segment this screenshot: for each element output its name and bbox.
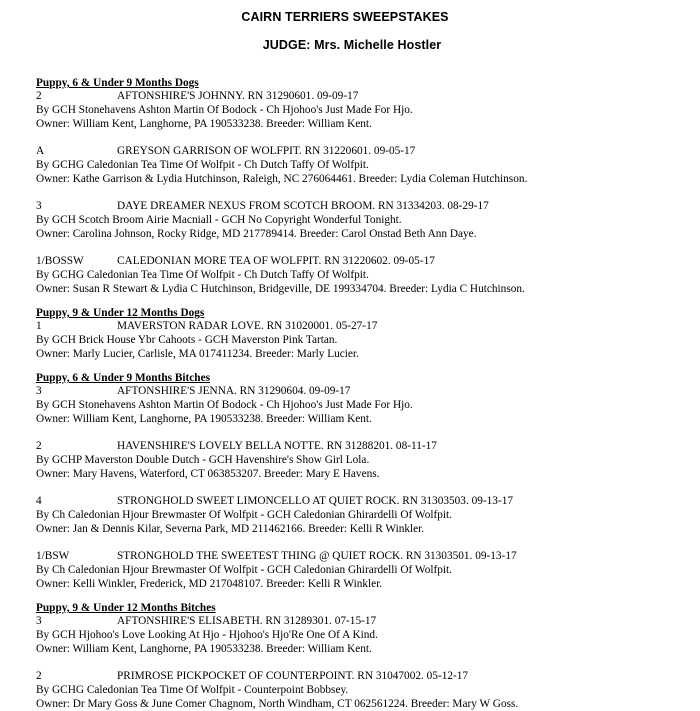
owner-line: Owner: Mary Havens, Waterford, CT 063853207. Breeder: Mary E Havens. (36, 468, 380, 480)
entry-header-line (36, 319, 686, 333)
entry-header-line (36, 614, 686, 628)
entry (36, 384, 686, 426)
class-section (36, 373, 686, 591)
entry (36, 494, 686, 536)
entry-header-line (36, 199, 686, 213)
placement: 4 (36, 495, 42, 507)
sire-dam-line: By GCHG Caledonian Tea Time Of Wolfpit - Ch Dutch Taffy Of Wolfpit. (36, 269, 369, 281)
owner-line: Owner: William Kent, Langhorne, PA 190533238. Breeder: William Kent. (36, 118, 372, 130)
entry (36, 89, 686, 131)
entry-header-line (36, 549, 686, 563)
sire-dam-line: By GCH Stonehavens Ashton Martin Of Bodock - Ch Hjohoo's Just Made For Hjo. (36, 104, 413, 116)
entry (36, 254, 686, 296)
sire-dam-line: By GCHG Caledonian Tea Time Of Wolfpit - Counterpoint Bobbsey. (36, 684, 349, 696)
dog-name: STRONGHOLD SWEET LIMONCELLO AT QUIET ROCK. RN 31303503. 09-13-17 (117, 495, 514, 507)
sire-dam-line: By GCHP Maverston Double Dutch - GCH Havenshire's Show Girl Lola. (36, 454, 370, 466)
entry-spacer (36, 241, 686, 254)
class-section (36, 78, 686, 296)
entry-header-line (36, 89, 686, 103)
class-heading: Puppy, 9 & Under 12 Months Dogs (36, 307, 205, 319)
placement: 2 (36, 440, 42, 452)
entry (36, 319, 686, 361)
dog-name: STRONGHOLD THE SWEETEST THING @ QUIET ROCK. RN 31303501. 09-13-17 (117, 550, 517, 562)
entry-spacer (36, 186, 686, 199)
owner-line: Owner: Jan & Dennis Kilar, Severna Park, MD 211462166. Breeder: Kelli R Winkler. (36, 523, 425, 535)
owner-line: Owner: Carolina Johnson, Rocky Ridge, MD 217789414. Breeder: Carol Onstad Beth Ann Daye. (36, 228, 477, 240)
placement: 2 (36, 670, 42, 682)
dog-name: HAVENSHIRE'S LOVELY BELLA NOTTE. RN 31288201. 08-11-17 (117, 440, 437, 452)
entry (36, 199, 686, 241)
dog-name: MAVERSTON RADAR LOVE. RN 31020001. 05-27-17 (117, 320, 378, 332)
sire-dam-line: By GCHG Caledonian Tea Time Of Wolfpit - Ch Dutch Taffy Of Wolfpit. (36, 159, 369, 171)
entry-header-line (36, 384, 686, 398)
entry-header-line (36, 254, 686, 268)
entry (36, 614, 686, 656)
sire-dam-line: By GCH Brick House Ybr Cahoots - GCH Maverston Pink Tartan. (36, 334, 338, 346)
placement: 1 (36, 320, 42, 332)
sire-dam-line: By Ch Caledonian Hjour Brewmaster Of Wolfpit - GCH Caledonian Ghirardelli Of Wolfpit. (36, 509, 452, 521)
entry-spacer (36, 426, 686, 439)
results-list (36, 78, 686, 711)
dog-name: PRIMROSE PICKPOCKET OF COUNTERPOINT. RN 31047002. 05-12-17 (117, 670, 469, 682)
class-heading: Puppy, 9 & Under 12 Months Bitches (36, 602, 216, 614)
dog-name: AFTONSHIRE'S JOHNNY. RN 31290601. 09-09-17 (117, 90, 359, 102)
owner-line: Owner: William Kent, Langhorne, PA 190533238. Breeder: William Kent. (36, 413, 372, 425)
placement: A (36, 145, 45, 157)
entry-spacer (36, 131, 686, 144)
owner-line: Owner: Kelli Winkler, Frederick, MD 217048107. Breeder: Kelli R Winkler. (36, 578, 383, 590)
placement: 3 (36, 615, 42, 627)
dog-name: GREYSON GARRISON OF WOLFPIT. RN 31220601. 09-05-17 (117, 145, 416, 157)
class-heading: Puppy, 6 & Under 9 Months Bitches (36, 372, 210, 384)
entry-spacer (36, 481, 686, 494)
entry (36, 144, 686, 186)
sire-dam-line: By GCH Hjohoo's Love Looking At Hjo - Hjohoo's Hjo'Re One Of A Kind. (36, 629, 378, 641)
sire-dam-line: By GCH Scotch Broom Airie Macniall - GCH No Copyright Wonderful Tonight. (36, 214, 402, 226)
dog-name: CALEDONIAN MORE TEA OF WOLFPIT. RN 31220602. 09-05-17 (117, 255, 435, 267)
entry-header-line (36, 494, 686, 508)
page-title: CAIRN TERRIERS SWEEPSTAKES (241, 10, 449, 24)
owner-line: Owner: Dr Mary Goss & June Comer Chagnom, North Windham, CT 062561224. Breeder: Mary W Goss. (36, 698, 519, 710)
owner-line: Owner: William Kent, Langhorne, PA 190533238. Breeder: William Kent. (36, 643, 372, 655)
sire-dam-line: By GCH Stonehavens Ashton Martin Of Bodock - Ch Hjohoo's Just Made For Hjo. (36, 399, 413, 411)
entry-header-line (36, 144, 686, 158)
entry-header-line (36, 439, 686, 453)
placement: 2 (36, 90, 42, 102)
entry-spacer (36, 536, 686, 549)
dog-name: AFTONSHIRE'S ELISABETH. RN 31289301. 07-15-17 (117, 615, 377, 627)
sire-dam-line: By Ch Caledonian Hjour Brewmaster Of Wolfpit - GCH Caledonian Ghirardelli Of Wolfpit. (36, 564, 452, 576)
class-heading: Puppy, 6 & Under 9 Months Dogs (36, 77, 199, 89)
owner-line: Owner: Kathe Garrison & Lydia Hutchinson, Raleigh, NC 276064461. Breeder: Lydia Coleman Hutchinson. (36, 173, 528, 185)
entry (36, 549, 686, 591)
class-section (36, 308, 686, 361)
entry (36, 439, 686, 481)
placement: 1/BOSSW (36, 255, 84, 267)
entry (36, 669, 686, 711)
dog-name: DAYE DREAMER NEXUS FROM SCOTCH BROOM. RN 31334203. 08-29-17 (117, 200, 489, 212)
owner-line: Owner: Marly Lucier, Carlisle, MA 017411234. Breeder: Marly Lucier. (36, 348, 359, 360)
owner-line: Owner: Susan R Stewart & Lydia C Hutchinson, Bridgeville, DE 199334704. Breeder: Lydia C Hutchinson. (36, 283, 525, 295)
placement: 3 (36, 385, 42, 397)
placement: 3 (36, 200, 42, 212)
class-section (36, 603, 686, 711)
placement: 1/BSW (36, 550, 70, 562)
entry-header-line (36, 669, 686, 683)
dog-name: AFTONSHIRE'S JENNA. RN 31290604. 09-09-17 (117, 385, 351, 397)
judge-line: JUDGE: Mrs. Michelle Hostler (262, 38, 442, 52)
entry-spacer (36, 656, 686, 669)
